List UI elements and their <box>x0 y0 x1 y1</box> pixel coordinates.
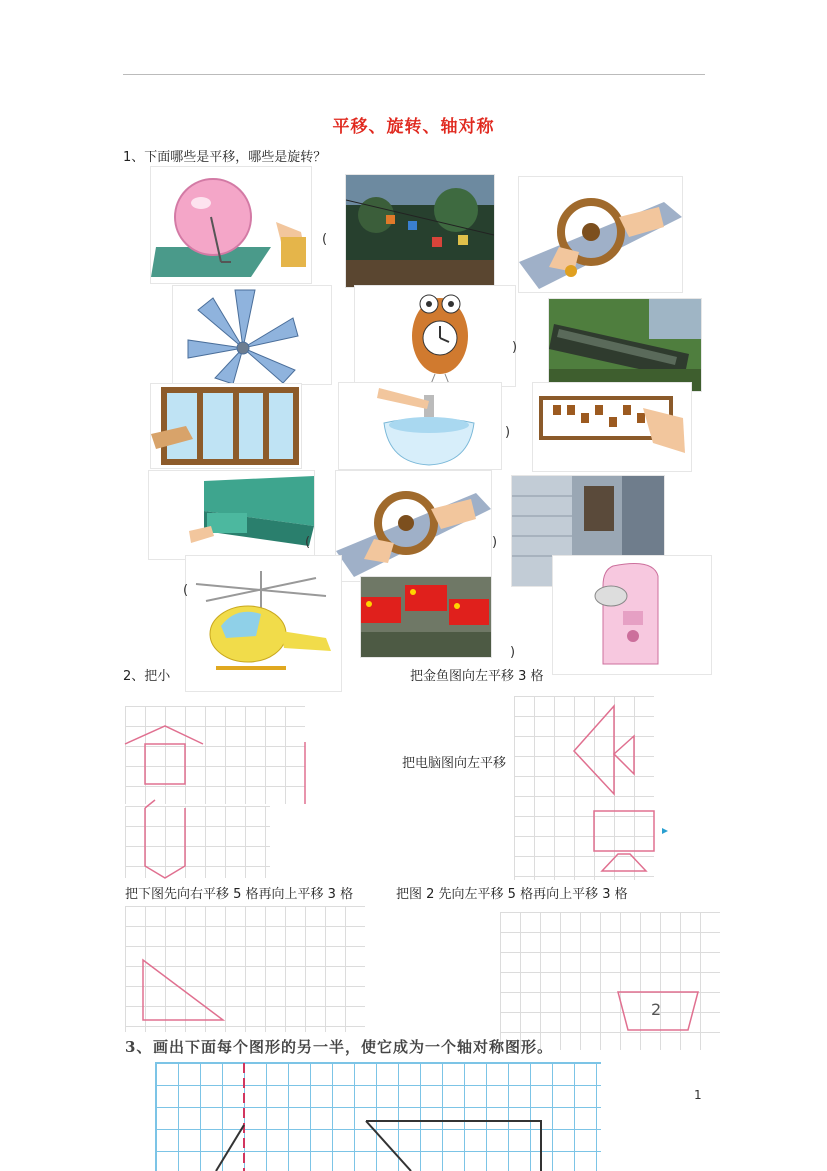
triangle-grid <box>125 906 365 1032</box>
arrow-grid <box>125 806 270 878</box>
answer-paren-close: ) <box>512 340 518 355</box>
cable-car-picture <box>345 174 495 288</box>
question-1-prompt: 1、下面哪些是平移，哪些是旋转？ <box>123 150 327 165</box>
helicopter-picture <box>185 555 342 692</box>
question-3-prompt: 画出下面每个图形的另一半，使它成为一个轴对称图形。 <box>153 1038 554 1056</box>
steering-wheel-picture <box>518 176 683 293</box>
shape2-label: 2 <box>651 1000 662 1019</box>
sliding-window-picture <box>150 383 302 469</box>
drawer-picture <box>148 470 315 560</box>
hamster-ball-picture <box>150 166 312 284</box>
house-grid <box>125 706 305 804</box>
shape2-grid <box>500 912 720 1050</box>
answer-paren-close: ) <box>505 425 511 440</box>
page-title: 平移、旋转、轴对称 <box>332 117 495 137</box>
goldfish-instruction: 把金鱼图向左平移 3 格 <box>410 669 544 684</box>
computer-cd-picture <box>552 555 712 675</box>
answer-paren-close: ) <box>492 535 498 550</box>
computer-instruction: 把电脑图向左平移 <box>402 756 507 771</box>
owl-clock-picture <box>354 285 516 387</box>
fan-picture <box>172 285 332 385</box>
goldfish-grid <box>514 696 654 880</box>
answer-paren-open: ( <box>305 535 311 550</box>
question-2-prompt: 2、把小 <box>123 669 171 684</box>
symmetry-grid <box>155 1062 601 1171</box>
answer-paren-close: ) <box>510 645 516 660</box>
answer-paren-open: ( <box>322 232 328 247</box>
page-number: 1 <box>694 1088 702 1102</box>
shape2-instruction: 把图 2 先向左平移 5 格再向上平移 3 格 <box>396 887 628 902</box>
triangle-instruction: 把下图先向右平移 5 格再向上平移 3 格 <box>125 887 354 902</box>
steering-wheel-picture-2 <box>335 470 492 582</box>
abacus-picture <box>532 382 692 472</box>
flags-picture <box>360 576 492 658</box>
faucet-picture <box>338 382 502 470</box>
question-3-number: 3、 <box>125 1038 153 1056</box>
mountain-train-picture <box>548 298 702 392</box>
answer-paren-open: ( <box>183 583 189 598</box>
header-rule <box>123 74 705 75</box>
